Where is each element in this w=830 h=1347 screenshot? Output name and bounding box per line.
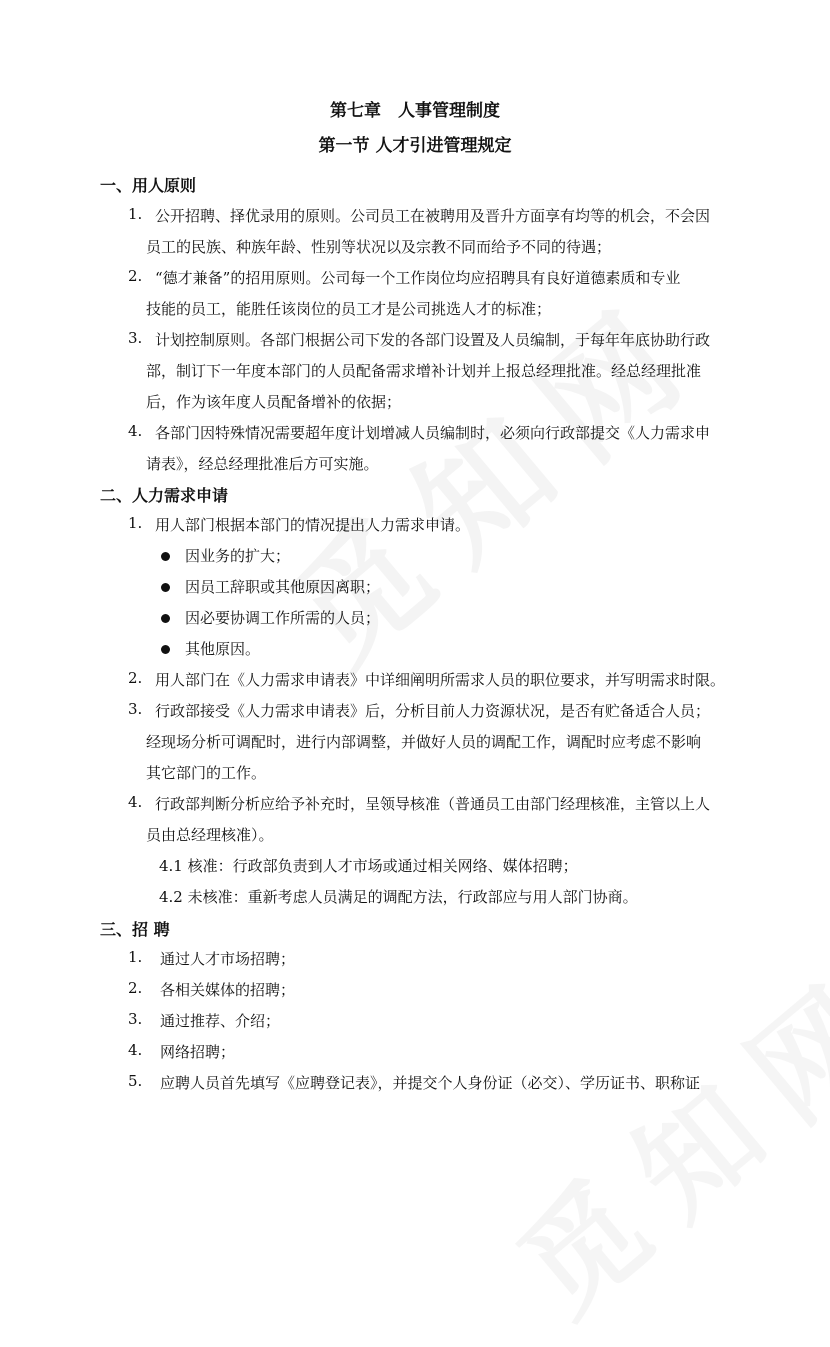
list-item-line: 技能的员工，能胜任该岗位的员工才是公司挑选人才的标准；: [146, 300, 552, 318]
section-heading: 二、人力需求申请: [100, 486, 229, 505]
list-item-line: 经现场分析可调配时，进行内部调整，并做好人员的调配工作，调配时应考虑不影响: [146, 733, 702, 751]
list-number: 1.: [128, 205, 143, 223]
section-heading: 三、招 聘: [100, 920, 170, 939]
sub-item: 4.1 核准：行政部负责到人才市场或通过相关网络、媒体招聘；: [159, 857, 578, 875]
list-item-line: 计划控制原则。各部门根据公司下发的各部门设置及人员编制，于每年年底协助行政: [155, 331, 711, 349]
list-item-line: 其它部门的工作。: [146, 764, 267, 782]
list-number: 2.: [128, 979, 143, 997]
list-item-line: 网络招聘；: [160, 1043, 236, 1061]
watermark: [477, 925, 830, 1346]
list-item-line: 用人部门根据本部门的情况提出人力需求申请。: [155, 516, 471, 534]
bullet-icon: [161, 614, 170, 623]
list-item-line: 部，制订下一年度本部门的人员配备需求增补计划并上报总经理批准。经总经理批准: [146, 362, 702, 380]
bullet-icon: [161, 645, 170, 654]
section-title: 第一节 人才引进管理规定: [318, 136, 512, 156]
list-number: 2.: [128, 669, 143, 687]
list-item-line: 员由总经理核准）。: [146, 826, 274, 844]
list-number: 4.: [128, 422, 143, 440]
list-item-line: “德才兼备”的招用原则。公司每一个工作岗位均应招聘具有良好道德素质和专业: [155, 269, 681, 287]
list-item-line: 请表》，经总经理批准后方可实施。: [146, 455, 379, 473]
list-item-line: 行政部判断分析应给予补充时，呈领导核准（普通员工由部门经理核准，主管以上人: [155, 795, 711, 813]
section-heading: 一、用人原则: [100, 176, 197, 195]
list-number: 2.: [128, 267, 143, 285]
list-item-line: 后，作为该年度人员配备增补的依据；: [146, 393, 402, 411]
list-item-line: 各部门因特殊情况需要超年度计划增减人员编制时，必须向行政部提交《人力需求申: [155, 424, 711, 442]
list-item-line: 通过人才市场招聘；: [160, 950, 296, 968]
bullet-item: 因员工辞职或其他原因离职；: [185, 578, 381, 596]
list-number: 5.: [128, 1072, 143, 1090]
bullet-item: 其他原因。: [185, 640, 261, 658]
bullet-item: 因必要协调工作所需的人员；: [185, 609, 381, 627]
bullet-icon: [161, 583, 170, 592]
list-number: 4.: [128, 793, 143, 811]
list-number: 3.: [128, 1010, 143, 1028]
list-item-line: 公开招聘、择优录用的原则。公司员工在被聘用及晋升方面享有均等的机会，不会因: [155, 207, 711, 225]
bullet-icon: [161, 552, 170, 561]
sub-item: 4.2 未核准：重新考虑人员满足的调配方法，行政部应与用人部门协商。: [159, 888, 638, 906]
list-item-line: 行政部接受《人力需求申请表》后，分析目前人力资源状况，是否有贮备适合人员；: [155, 702, 711, 720]
list-number: 1.: [128, 948, 143, 966]
list-number: 1.: [128, 514, 143, 532]
list-item-line: 员工的民族、种族年龄、性别等状况以及宗教不同而给予不同的待遇；: [146, 238, 612, 256]
list-item-line: 应聘人员首先填写《应聘登记表》，并提交个人身份证（必交）、学历证书、职称证: [160, 1074, 701, 1092]
chapter-title: 第七章 人事管理制度: [330, 101, 500, 121]
list-item-line: 各相关媒体的招聘；: [160, 981, 296, 999]
list-item-line: 用人部门在《人力需求申请表》中详细阐明所需求人员的职位要求，并写明需求时限。: [155, 671, 726, 689]
list-number: 3.: [128, 329, 143, 347]
list-number: 4.: [128, 1041, 143, 1059]
list-item-line: 通过推荐、介绍；: [160, 1012, 281, 1030]
bullet-item: 因业务的扩大；: [185, 547, 291, 565]
list-number: 3.: [128, 700, 143, 718]
